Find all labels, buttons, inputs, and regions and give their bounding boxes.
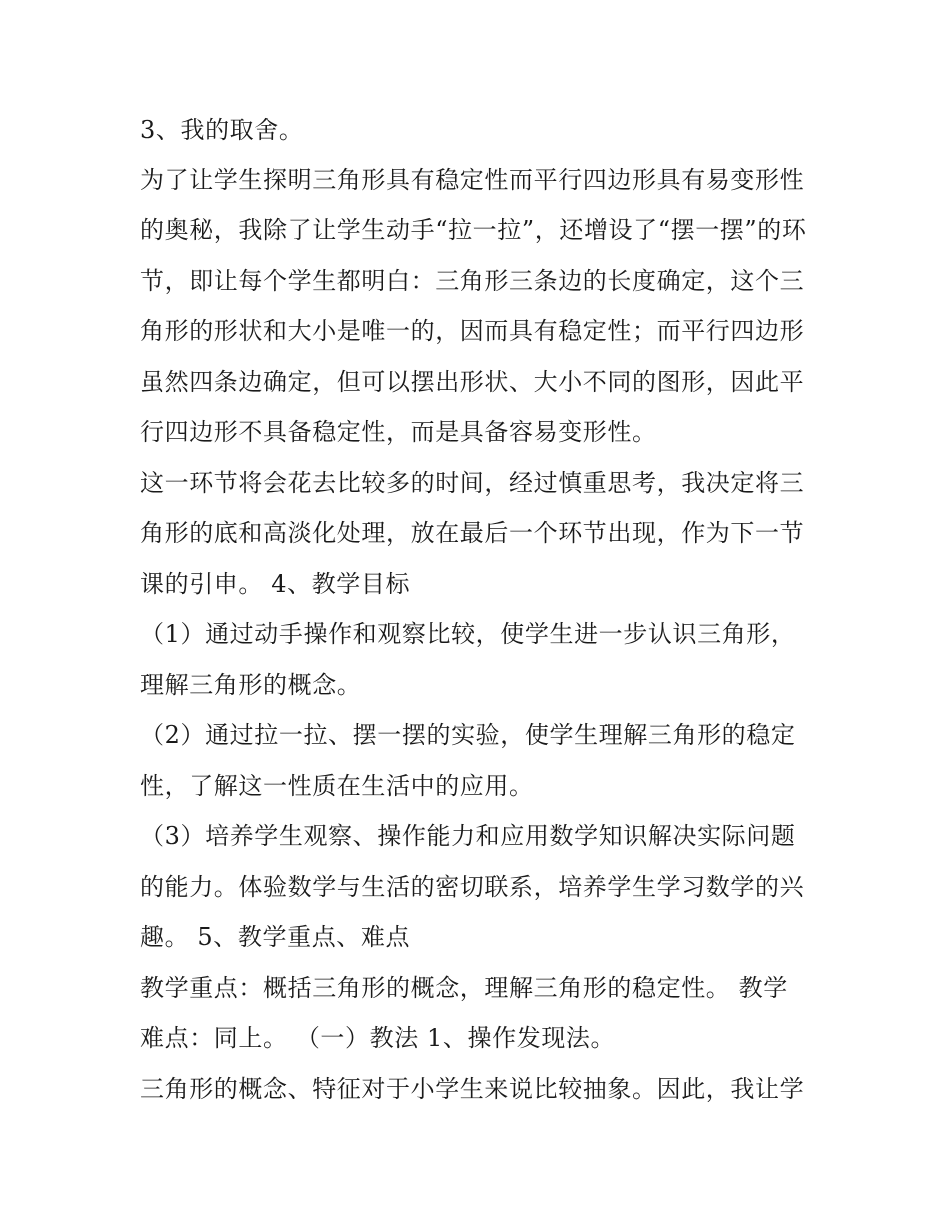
text-line: 性，了解这一性质在生活中的应用。 (140, 772, 534, 800)
text-line: 理解三角形的概念。 (140, 671, 362, 699)
text-line: 3、我的取舍。 (140, 116, 304, 144)
text-line: 难点：同上。 （一）教法 1、操作发现法。 (140, 1024, 616, 1052)
text-line: 的能力。体验数学与生活的密切联系，培养学生学习数学的兴 (140, 873, 805, 901)
text-line: 教学重点：概括三角形的概念，理解三角形的稳定性。 教学 (140, 974, 788, 1002)
text-line: （2）通过拉一拉、摆一摆的实验，使学生理解三角形的稳定 (140, 721, 796, 749)
text-line: 的奥秘，我除了让学生动手“拉一拉”，还增设了“摆一摆”的环 (140, 216, 807, 244)
text-line: （1）通过动手操作和观察比较，使学生进一步认识三角形， (140, 620, 796, 648)
text-line: 三角形的概念、特征对于小学生来说比较抽象。因此，我让学 (140, 1075, 805, 1103)
text-line: 角形的形状和大小是唯一的，因而具有稳定性；而平行四边形 (140, 317, 805, 345)
text-line: （3）培养学生观察、操作能力和应用数学知识解决实际问题 (140, 822, 796, 850)
text-line: 角形的底和高淡化处理，放在最后一个环节出现，作为下一节 (140, 519, 805, 547)
text-line: 课的引申。 4、教学目标 (140, 570, 411, 598)
text-line: 为了让学生探明三角形具有稳定性而平行四边形具有易变形性 (140, 166, 805, 194)
text-line: 节，即让每个学生都明白：三角形三条边的长度确定，这个三 (140, 267, 805, 295)
text-line: 这一环节将会花去比较多的时间，经过慎重思考，我决定将三 (140, 469, 805, 497)
text-line: 行四边形不具备稳定性，而是具备容易变形性。 (140, 418, 657, 446)
text-line: 趣。 5、教学重点、难点 (140, 923, 411, 951)
text-line: 虽然四条边确定，但可以摆出形状、大小不同的图形，因此平 (140, 368, 805, 396)
